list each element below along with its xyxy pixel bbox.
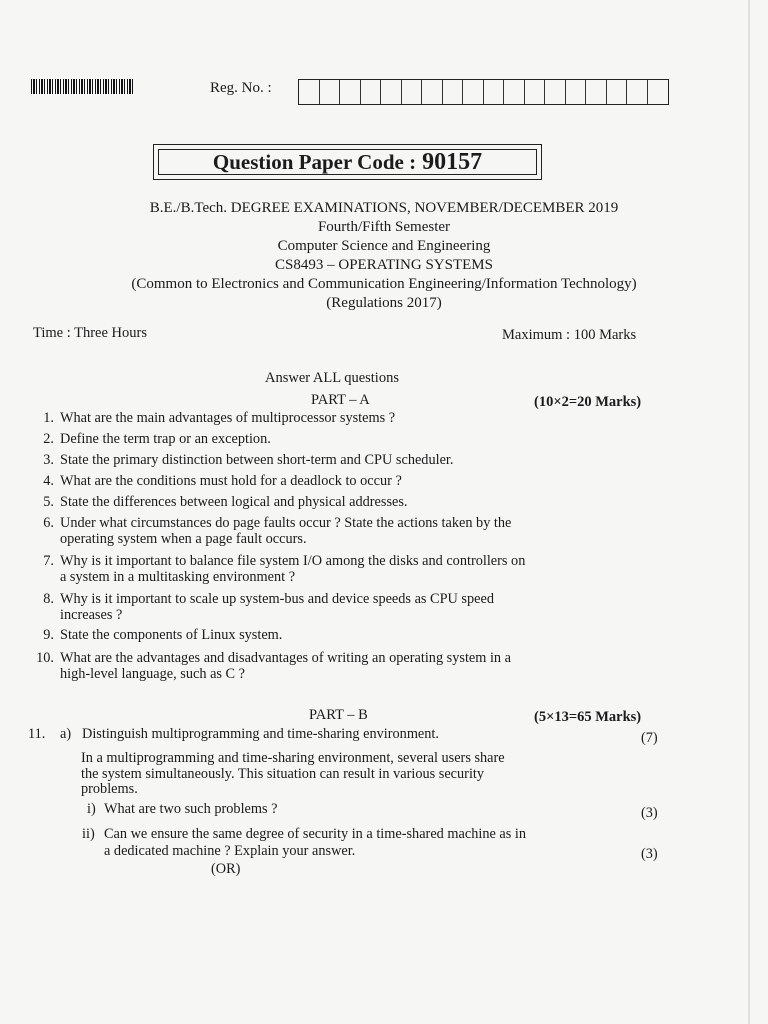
q11a-label: a) [60, 726, 72, 742]
q11-paragraph-line3: problems. [81, 781, 138, 797]
question-text-line: operating system when a page fault occurs. [60, 530, 307, 547]
subject: CS8493 – OPERATING SYSTEMS [275, 257, 493, 273]
question-text [60, 474, 640, 490]
question-text [60, 554, 640, 585]
question-number: 3. [43, 452, 54, 468]
common-note: (Common to Electronics and Communication Engineering/Information Technology) [131, 276, 637, 292]
question-number: 5. [43, 494, 54, 510]
question-text-line: State the primary distinction between short-term and CPU scheduler. [60, 452, 454, 468]
question-text-line: increases ? [60, 606, 123, 623]
question-text-line: Why is it important to balance file system I/O among the disks and controllers on [60, 553, 526, 569]
q11-paragraph-line1: In a multiprogramming and time-sharing environment, several users share [81, 750, 505, 766]
question-text-line: Why is it important to scale up system-bus and device speeds as CPU speed [60, 591, 494, 607]
q11-sub-ii-text-line2: a dedicated machine ? Explain your answer. [104, 843, 356, 859]
q11-sub-i-label: i) [87, 801, 96, 817]
question-text-line: What are the main advantages of multiprocessor systems ? [60, 410, 396, 426]
qp-code-value: 90157 [422, 148, 483, 175]
question-text [60, 516, 640, 547]
semester: Fourth/Fifth Semester [317, 219, 451, 235]
reg-no-box [299, 80, 320, 104]
reg-no-boxes [298, 79, 669, 105]
question-text-line: high-level language, such as C ? [60, 665, 246, 682]
reg-no-box [586, 80, 607, 104]
max-marks: Maximum : 100 Marks [502, 327, 637, 343]
reg-no-box [545, 80, 566, 104]
q11-sub-ii-text-line1: Can we ensure the same degree of security in a time-shared machine as in [104, 826, 526, 842]
question-number: 6. [43, 515, 54, 531]
question-text-line: a system in a multitasking environment ? [60, 568, 296, 585]
q11-paragraph-line2: the system simultaneously. This situation can result in various security [81, 766, 485, 782]
qp-code-label: Question Paper Code : [212, 149, 417, 174]
reg-no-box [463, 80, 484, 104]
question-text [60, 495, 640, 511]
reg-no-box [443, 80, 464, 104]
question-number: 8. [43, 591, 54, 607]
question-number: 4. [43, 473, 54, 489]
part-b-marks: (5×13=65 Marks) [534, 709, 642, 725]
reg-no-box [648, 80, 669, 104]
question-text-line: State the components of Linux system. [60, 627, 283, 643]
question-text [60, 411, 640, 427]
q11-sub-ii-label: ii) [82, 826, 95, 842]
q11-sub-ii-marks: (3) [641, 846, 658, 862]
question-text [60, 453, 640, 469]
reg-no-box [627, 80, 648, 104]
reg-no-box [320, 80, 341, 104]
reg-no-box [402, 80, 423, 104]
page-edge [748, 0, 750, 1024]
question-number: 7. [43, 553, 54, 569]
or-separator: (OR) [211, 861, 241, 877]
question-text-line: What are the conditions must hold for a deadlock to occur ? [60, 473, 402, 489]
reg-no-box [525, 80, 546, 104]
question-text [60, 651, 640, 682]
reg-no-box [422, 80, 443, 104]
question-number: 9. [43, 627, 54, 643]
question-text-line: Define the term trap or an exception. [60, 431, 271, 447]
q11a-text: Distinguish multiprogramming and time-sharing environment. [82, 726, 439, 742]
regulations: (Regulations 2017) [326, 295, 442, 311]
reg-no-box [340, 80, 361, 104]
question-paper-code-box [153, 144, 542, 180]
exam-title: B.E./B.Tech. DEGREE EXAMINATIONS, NOVEMBER/DECEMBER 2019 [149, 200, 619, 216]
reg-no-box [607, 80, 628, 104]
q11-sub-i-marks: (3) [641, 805, 658, 821]
barcode [31, 79, 134, 94]
question-text [60, 592, 640, 623]
question-number: 2. [43, 431, 54, 447]
q11-number: 11. [28, 726, 46, 742]
reg-no-label: Reg. No. : [210, 80, 272, 96]
part-b-title: PART – B [309, 707, 368, 723]
part-a-title: PART – A [311, 392, 370, 408]
part-a-marks: (10×2=20 Marks) [534, 394, 642, 410]
question-text-line: What are the advantages and disadvantages of writing an operating system in a [60, 650, 511, 666]
reg-no-box [484, 80, 505, 104]
question-text-line: State the differences between logical and physical addresses. [60, 494, 408, 510]
question-number: 1. [43, 410, 54, 426]
reg-no-box [504, 80, 525, 104]
q11a-marks: (7) [641, 730, 658, 746]
instruction: Answer ALL questions [265, 370, 399, 386]
reg-no-box [381, 80, 402, 104]
time-label: Time : Three Hours [33, 325, 147, 341]
reg-no-box [361, 80, 382, 104]
question-number: 10. [36, 650, 54, 666]
question-text-line: Under what circumstances do page faults occur ? State the actions taken by the [60, 515, 512, 531]
q11-sub-i-text: What are two such problems ? [104, 801, 278, 817]
question-text [60, 628, 640, 644]
reg-no-box [566, 80, 587, 104]
question-text [60, 432, 640, 448]
department: Computer Science and Engineering [277, 238, 491, 254]
